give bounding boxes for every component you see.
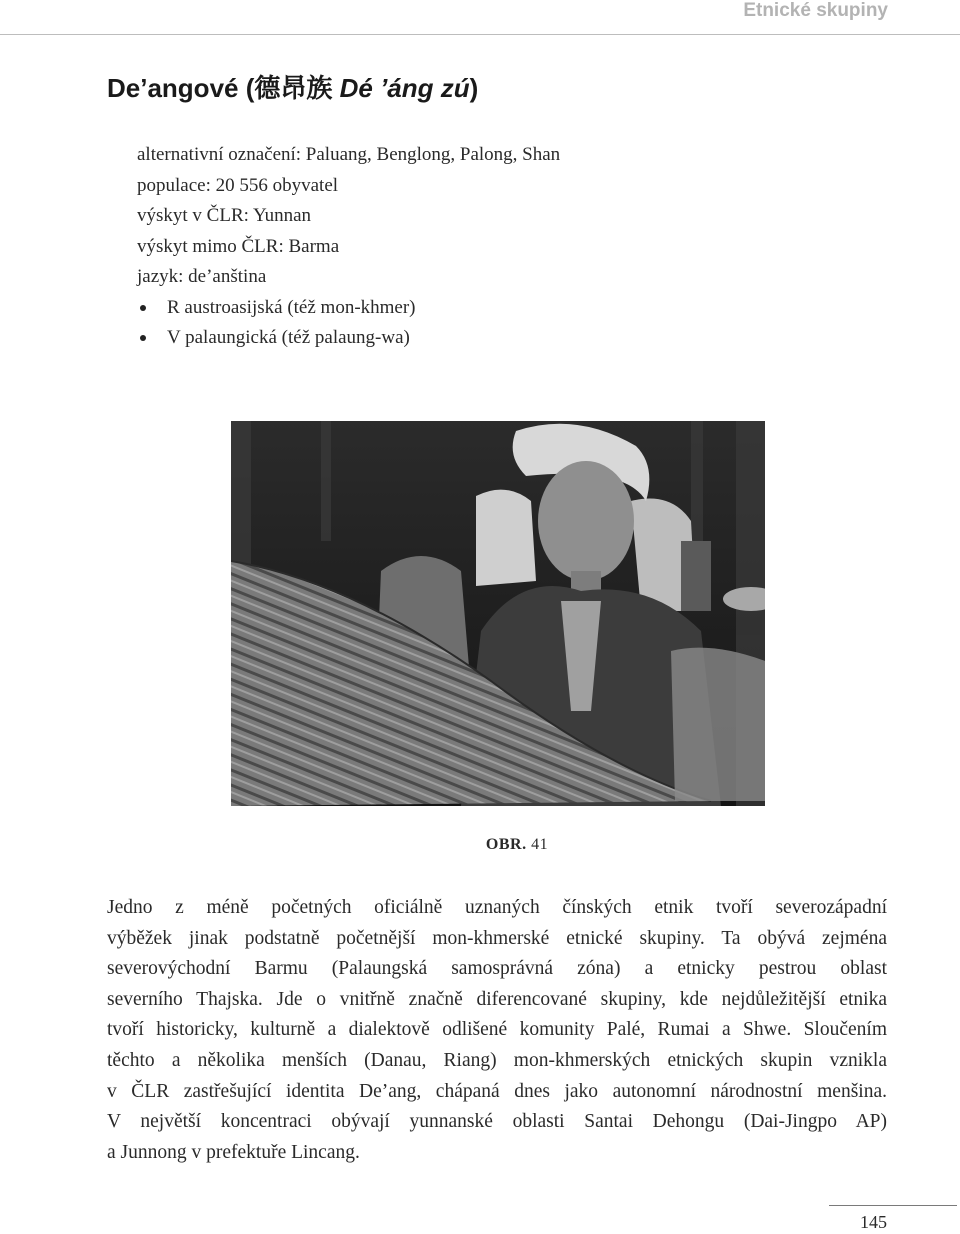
body-line: severního Thajska. Jde o vnitřně značně diferencované skupiny, kde nejdůležitější etnika [107,988,887,1010]
page-title [107,70,478,106]
photo-illustration [231,421,765,806]
body-line: těchto a několika menších (Danau, Riang) mon-khmerských etnických skupin vznikla [107,1049,887,1071]
page-number: 145 [860,1212,887,1232]
header-rule [0,34,960,35]
body-line: a Junnong v prefektuře Lincang. [107,1141,360,1163]
language: jazyk: de’anština [137,266,267,287]
footer-rule [829,1205,957,1206]
figure-number: 41 [531,836,549,853]
body-paragraph [107,893,887,1168]
running-head: Etnické skupiny [743,0,888,21]
lang-family-item: V palaungická (též palaung-wa) [137,323,560,354]
body-line: tvoří historicky, kulturně a dialektově odlišené komunity Palé, Rumai a Shwe. Sloučením [107,1019,887,1041]
title-hanzi: 德昂族 [254,73,333,103]
body-line: v ČLR zastřešující identita De’ang, chápaná dnes jako autonomní národnostní menšina. [107,1080,887,1102]
title-pinyin: Dé ’áng zú [339,73,470,103]
title-latin: De’angové ( [107,73,255,103]
figure-label: OBR. [485,836,527,853]
alt-names: alternativní označení: Paluang, Benglong, Palong, Shan [137,144,561,165]
body-line: severovýchodní Barmu (Palaungská samosprávná zóna) a etnicky pestrou oblast [107,958,887,980]
fact-sheet [137,140,560,354]
figure-caption [0,836,960,854]
lang-family-item: R austroasijská (též mon-khmer) [137,293,560,324]
body-line: V největší koncentraci obývají yunnanské oblasti Santai Dehongu (Dai-Jingpo AP) [107,1111,887,1133]
outside-prc: výskyt mimo ČLR: Barma [137,235,340,257]
body-line: Jedno z méně početných oficiálně uznaných čínských etnik tvoří severozápadní [107,897,887,918]
body-line: výběžek jinak podstatně početnější mon-khmerské etnické skupiny. Ta obývá zejména [107,927,887,949]
prc-area: výskyt v ČLR: Yunnan [137,205,311,226]
figure-photo [231,421,765,806]
title-close: ) [469,73,479,103]
population: populace: 20 556 obyvatel [137,174,339,196]
